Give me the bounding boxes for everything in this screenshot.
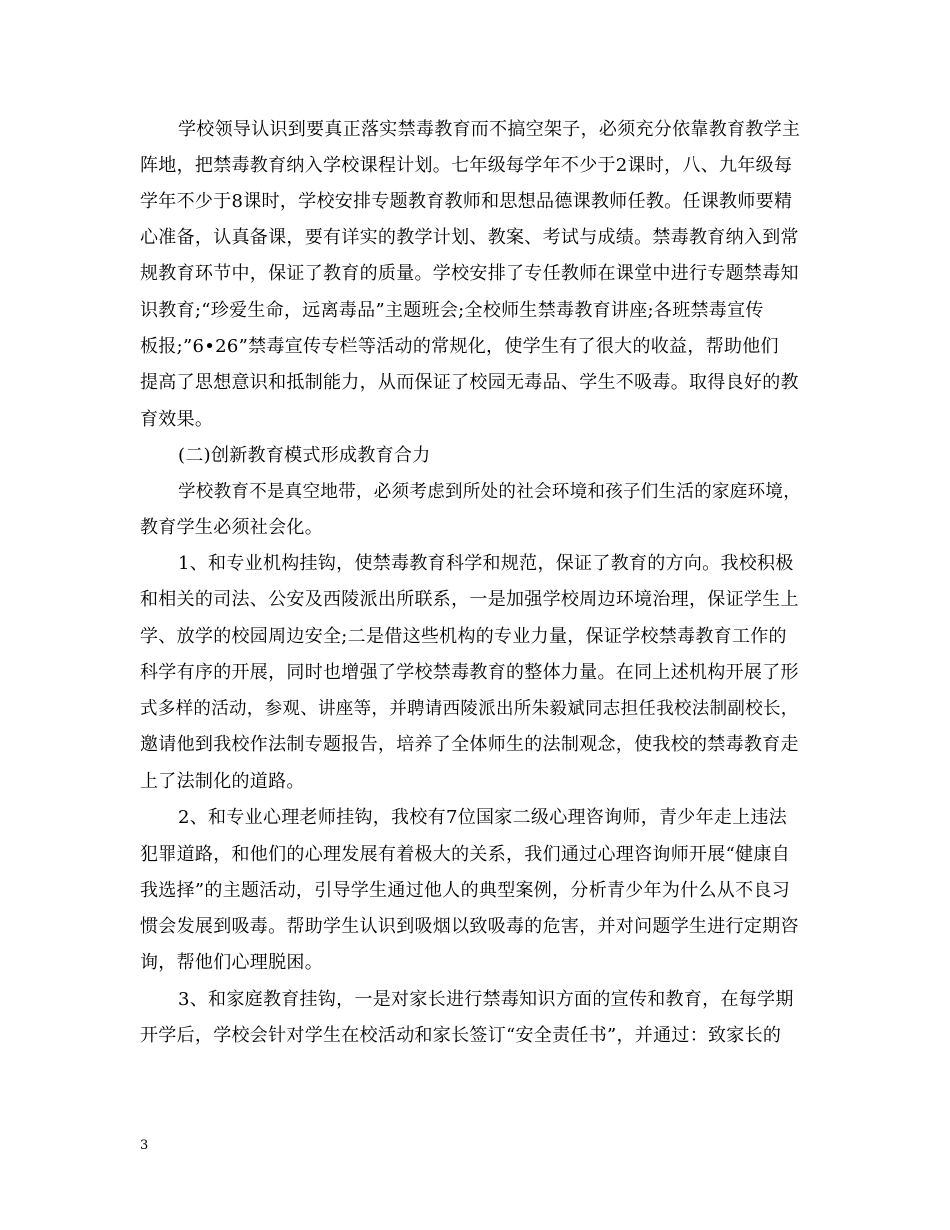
page-number: 3: [140, 1138, 149, 1153]
text-line: 惯会发展到吸毒。帮助学生认识到吸烟以致吸毒的危害，并对问题学生进行定期咨: [140, 916, 799, 937]
text-line: 心准备，认真备课，要有详实的教学计划、教案、考试与成绩。禁毒教育纳入到常: [140, 227, 799, 248]
text-line: 我选择”的主题活动，引导学生通过他人的典型案例，分析青少年为什么从不良习: [140, 880, 790, 901]
text-line: 识教育;“珍爱生命，远离毒品”主题班会;全校师生禁毒教育讲座;各班禁毒宣传: [140, 300, 764, 321]
text-line: 式多样的活动，参观、讲座等，并聘请西陵派出所朱毅斌同志担任我校法制副校长，: [140, 699, 799, 719]
text-line: 板报;”6•26”禁毒宣传专栏等活动的常规化，使学生有了很大的收益，帮助他们: [140, 336, 779, 357]
text-line: 科学有序的开展，同时也增强了学校禁毒教育的整体力量。在同上述机构开展了形: [140, 662, 799, 683]
text-line: 邀请他到我校作法制专题报告，培养了全体师生的法制观念，使我校的禁毒教育走: [140, 734, 799, 755]
text-line: 学、放学的校园周边安全;二是借这些机构的专业力量，保证学校禁毒教育工作的: [140, 626, 787, 647]
text-line: 1、和专业机构挂钩，使禁毒教育科学和规范，保证了教育的方向。我校积极: [178, 553, 794, 574]
text-line: 学校教育不是真空地带，必须考虑到所处的社会环境和孩子们生活的家庭环境，: [178, 482, 801, 502]
text-line: 犯罪道路，和他们的心理发展有着极大的关系，我们通过心理咨询师开展“健康自: [140, 844, 790, 865]
text-line: 提高了思想意识和抵制能力，从而保证了校园无毒品、学生不吸毒。取得良好的教: [140, 372, 799, 393]
text-line: 开学后，学校会针对学生在校活动和家长签订“安全责任书”，并通过：致家长的: [140, 1025, 782, 1046]
text-line: 阵地，把禁毒教育纳入学校课程计划。七年级每学年不少于2课时，八、九年级每: [140, 155, 793, 176]
text-line: 学校领导认识到要真正落实禁毒教育而不搞空架子，必须充分依靠教育教学主: [178, 119, 801, 140]
text-line: 学年不少于8课时，学校安排专题教育教师和思想品德课教师任教。任课教师要精: [140, 191, 793, 212]
text-line: 3、和家庭教育挂钩，一是对家长进行禁毒知识方面的宣传和教育，在每学期: [178, 989, 794, 1010]
text-line: 育效果。: [140, 409, 214, 430]
text-line: 上了法制化的道路。: [140, 771, 305, 792]
text-line: 2、和专业心理老师挂钩，我校有7位国家二级心理咨询师，青少年走上违法: [178, 807, 788, 828]
section-heading: (二)创新教育模式形成教育合力: [178, 445, 431, 466]
text-line: 教育学生必须社会化。: [140, 517, 323, 538]
text-line: 和相关的司法、公安及西陵派出所联系，一是加强学校周边环境治理，保证学生上: [140, 589, 799, 610]
text-line: 规教育环节中，保证了教育的质量。学校安排了专任教师在课堂中进行专题禁毒知: [140, 263, 799, 284]
text-line: 询，帮他们心理脱困。: [140, 952, 323, 973]
